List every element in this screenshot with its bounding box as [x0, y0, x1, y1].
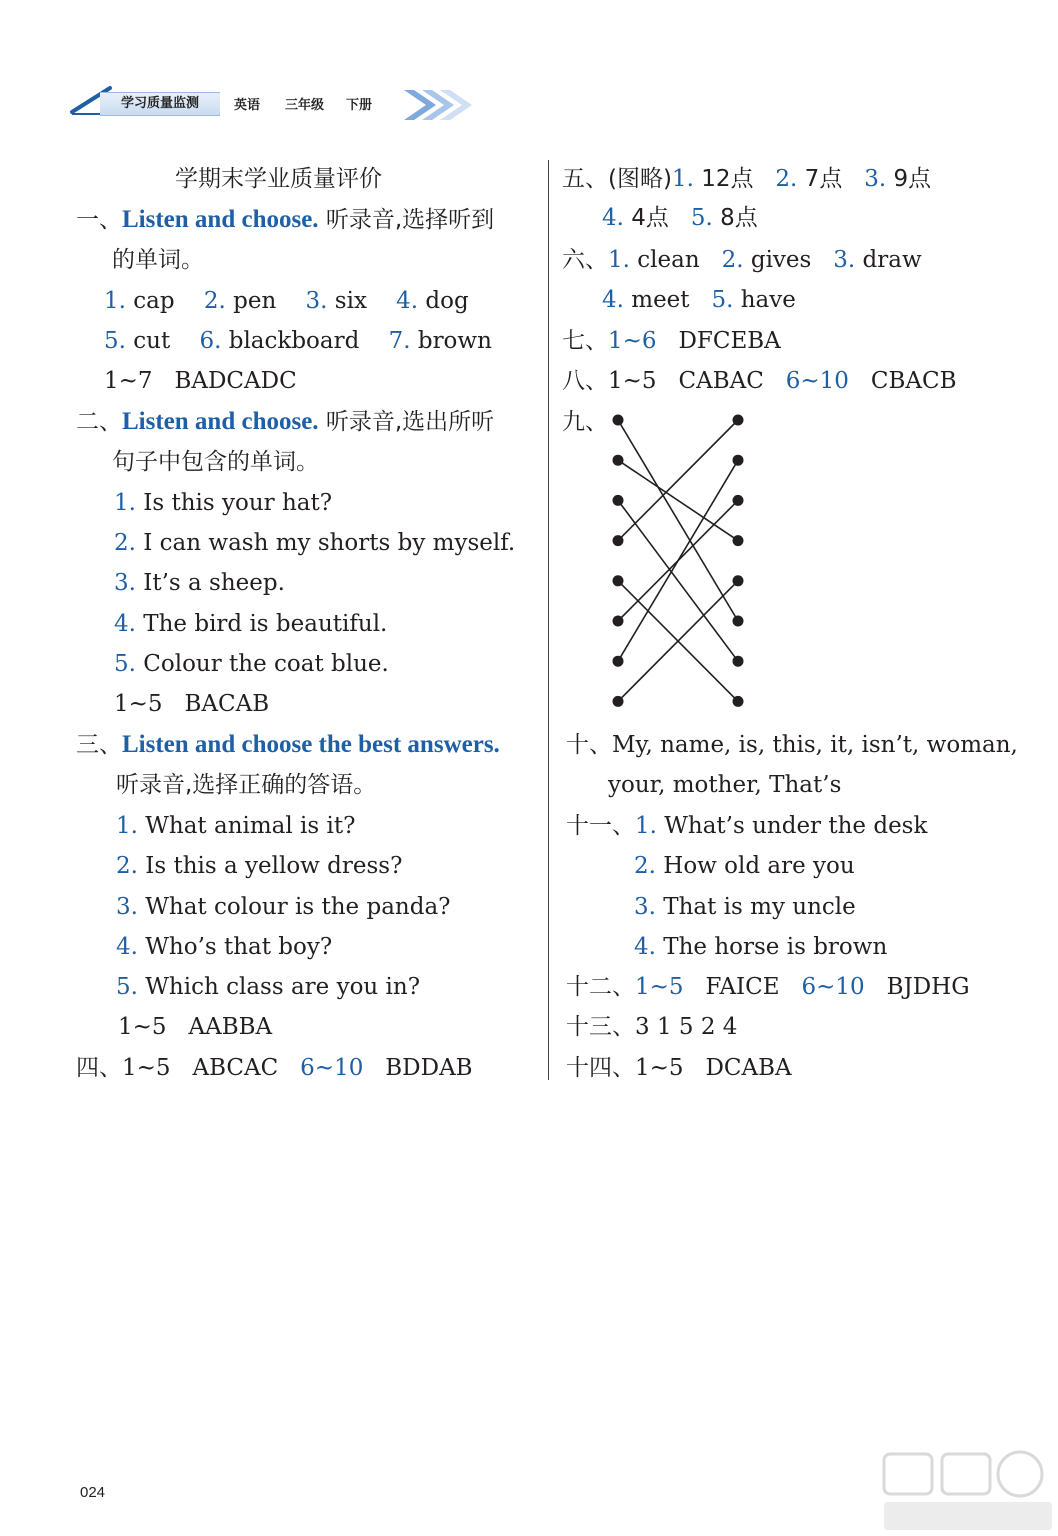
section-11-item: 2. How old are you — [634, 853, 855, 879]
match-dot-right — [733, 575, 744, 586]
section-1-row-2: 5. cut 6. blackboard 7. brown — [104, 328, 492, 354]
section-1-row-1: 1. cap 2. pen 3. six 4. dog — [104, 288, 469, 314]
section-13: 十三、3 1 5 2 4 — [566, 1014, 738, 1040]
section-10-line-2: your, mother, That’s — [608, 772, 842, 798]
match-dot-right — [733, 495, 744, 506]
page-title: 学期末学业质量评价 — [175, 166, 382, 192]
section-14: 十四、1~5 DCABA — [566, 1055, 792, 1081]
watermark-logo — [880, 1450, 1055, 1534]
match-dot-left — [613, 616, 624, 627]
section-2-item: 3. It’s a sheep. — [114, 570, 285, 596]
match-dot-right — [733, 535, 744, 546]
section-3-item: 1. What animal is it? — [116, 813, 356, 839]
section-3-item: 4. Who’s that boy? — [116, 934, 333, 960]
section-3-item: 3. What colour is the panda? — [116, 894, 451, 920]
match-dot-right — [733, 696, 744, 707]
column-divider — [548, 160, 549, 1080]
match-line — [618, 420, 738, 541]
header-volume: 下册 — [346, 98, 373, 113]
match-dot-left — [613, 455, 624, 466]
section-2-heading: 二、Listen and choose. 听录音,选出所听 — [76, 408, 495, 435]
matching-diagram — [600, 400, 760, 720]
match-dot-left — [613, 575, 624, 586]
section-11-item: 4. The horse is brown — [634, 934, 888, 960]
section-3-answer: 1~5 AABBA — [118, 1014, 273, 1040]
section-10-line-1: 十、My, name, is, this, it, isn’t, woman, — [566, 732, 1018, 758]
match-line — [618, 460, 738, 540]
section-2-item: 5. Colour the coat blue. — [114, 651, 389, 677]
section-12: 十二、1~5 FAICE 6~10 BJDHG — [566, 974, 970, 1000]
match-dot-left — [613, 415, 624, 426]
section-9-marker: 九、 — [562, 409, 608, 435]
match-dot-right — [733, 616, 744, 627]
section-2-answer: 1~5 BACAB — [114, 691, 270, 717]
match-dot-left — [613, 535, 624, 546]
match-dot-left — [613, 696, 624, 707]
section-4: 四、1~5 ABCAC 6~10 BDDAB — [76, 1055, 473, 1081]
chevrons-icon — [404, 88, 476, 122]
match-dot-right — [733, 455, 744, 466]
section-3-item: 5. Which class are you in? — [116, 974, 421, 1000]
section-11-item: 3. That is my uncle — [634, 894, 856, 920]
section-2-heading-cont: 句子中包含的单词。 — [112, 449, 319, 475]
match-line — [618, 460, 738, 661]
section-1-heading: 一、Listen and choose. 听录音,选择听到 — [76, 206, 495, 233]
section-6-row-2: 4. meet 5. have — [602, 287, 796, 313]
section-2-item: 2. I can wash my shorts by myself. — [114, 530, 516, 556]
section-3-item: 2. Is this a yellow dress? — [116, 853, 403, 879]
section-8: 八、1~5 CABAC 6~10 CBACB — [562, 368, 957, 394]
section-3-heading: 三、Listen and choose the best answers. — [76, 731, 500, 758]
book-label: 学习质量监测 — [100, 92, 220, 116]
section-2-item: 4. The bird is beautiful. — [114, 611, 388, 637]
match-line — [618, 420, 738, 621]
page-number: 024 — [80, 1484, 106, 1501]
section-1-answer: 1~7 BADCADC — [104, 368, 297, 394]
section-2-item: 1. Is this your hat? — [114, 490, 333, 516]
match-dot-left — [613, 495, 624, 506]
section-5-row-2: 4. 4点 5. 8点 — [602, 205, 758, 231]
section-3-heading-cont: 听录音,选择正确的答语。 — [116, 772, 377, 798]
header-subject: 英语 — [234, 98, 261, 113]
match-line — [618, 500, 738, 661]
section-1-heading-cont: 的单词。 — [112, 247, 204, 273]
section-6-row-1: 六、1. clean 2. gives 3. draw — [562, 247, 922, 273]
match-dot-right — [733, 415, 744, 426]
match-dot-left — [613, 656, 624, 667]
match-dot-right — [733, 656, 744, 667]
section-5-row-1: 五、(图略)1. 12点 2. 7点 3. 9点 — [562, 166, 932, 192]
header-grade: 三年级 — [285, 98, 325, 113]
section-7: 七、1~6 DFCEBA — [562, 328, 781, 354]
section-11-item: 十一、1. What’s under the desk — [566, 813, 928, 839]
